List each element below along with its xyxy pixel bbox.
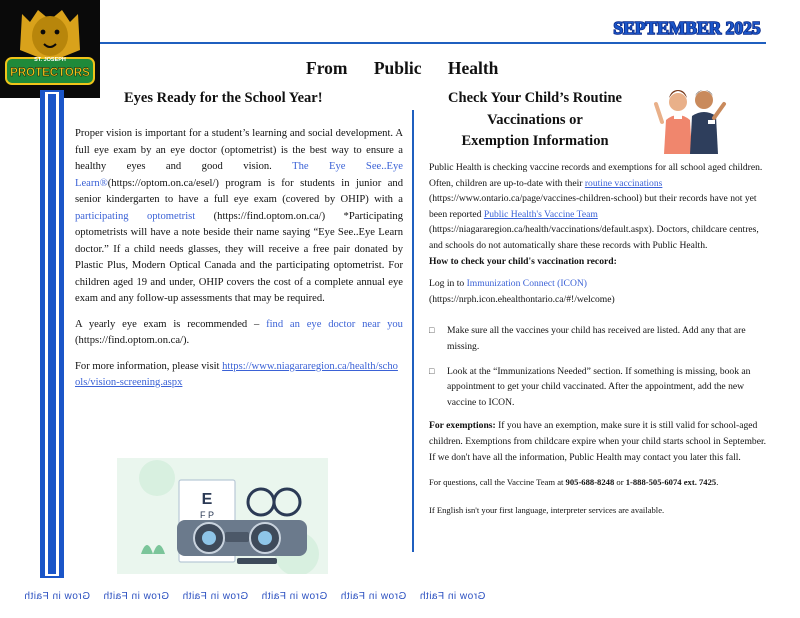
checklist-item-1-text: Make sure all the vaccines your child has received are listed. Add any that are missing. [447,325,746,352]
column-divider [412,110,414,552]
exemptions-label: For exemptions: [429,420,496,432]
vax-p1-text-b: (https://www.ontario.ca/page/vaccines-children-school) but their records have not yet been reported [429,193,757,220]
eyes-paragraph-2 [75,317,403,350]
svg-text:E: E [201,491,213,508]
phone-number-2[interactable]: 1-888-505-6074 ext. 7425 [625,477,717,488]
eyes-paragraph-3 [75,359,403,392]
icon-login-line [429,276,771,307]
vision-screening-link[interactable]: https://www.niagararegion.ca/health/schools/vision-screening.aspx [75,360,398,388]
questions-end: . [716,477,719,488]
vax-p1-text-c: (https://niagararegion.ca/health/vaccinations/default.aspx). Doctors, childcare centres, and schools do not automatically share these records with Public Health. [429,224,759,251]
checkbox-icon: □ [429,365,435,376]
footer-motto-strip [24,591,544,602]
vaccination-heading [430,88,640,153]
exemptions-text: If you have an exemption, make sure it is still valid for school-aged children. Exemptions from childcare expire when your child starts school in September. [429,420,767,447]
how-to-check-heading: How to check your child's vaccination record: [429,255,617,267]
immunization-connect-link[interactable]: Immunization Connect (ICON) [466,278,588,290]
vaccination-paragraph-1 [429,160,771,254]
eye-exam-illustration [117,458,328,574]
month-banner [598,14,776,40]
exemptions-paragraph [429,418,771,449]
left-accent-bar-core [48,94,56,574]
questions-paragraph [429,475,771,491]
page-title: From Public Health [306,58,499,78]
eyes-p2-text-b: (https://find.optom.on.ca/). [75,335,190,346]
eyes-p1-text-a: Proper vision is important for a student’s learning and social development. A full eye exam by an eye doctor (optometrist) is the best way to ensure a healthy eyes and good vision. [75,128,403,172]
participating-optometrist-link[interactable]: participating optometrist [75,210,196,222]
eyes-p3-text-a: For more information, please visit [75,360,223,372]
vax-p1-text-a: Public Health is checking vaccine records and exemptions for all school aged children. Often, children are up-to-date with their [429,162,763,189]
vaccination-heading-line-2: Vaccinations or [487,111,583,128]
logo-text: PROTECTORS [10,67,90,79]
missing-info-paragraph: If we don't have all the information, Public Health may contact you later this fall. [429,451,741,463]
checkbox-icon: □ [429,325,435,336]
eyes-article [75,126,403,401]
checklist-item-1 [429,323,771,354]
eyes-heading: Eyes Ready for the School Year! [124,90,323,106]
interpreter-note: If English isn't your first language, interpreter services are available. [429,504,665,515]
checklist-item-2-text: Look at the “Immunizations Needed” section. If something is missing, book an appointment to get your child vaccinated. After the appointment, add the new vaccine to ICON. [447,365,751,408]
eyes-p1-text-b: (https://optom.on.ca/esel/) program is for students in junior and senior kindergarten to have a full eye exam (covered by OHIP) with a [75,177,403,205]
vaccination-heading-line-1: Check Your Child’s Routine [448,90,622,106]
vaccinated-people-illustration [652,82,728,154]
footer-motto-text: Grow in Faith Grow in Faith Grow in Faith Grow in Faith Grow in Faith Grow in Faith [24,591,486,602]
eye-see-eye-learn-link[interactable]: The Eye See..Eye Learn® [75,161,403,189]
logo-top-text: ST. JOSEPH [34,57,66,63]
eyes-paragraph-1 [75,126,403,308]
icon-login-text-a: Log in to [429,278,467,290]
phone-number-1[interactable]: 905-688-8248 [565,477,615,488]
eyes-p2-text-a: A yearly eye exam is recommended – [75,318,267,330]
find-eye-doctor-link[interactable]: find an eye doctor near you [266,318,403,330]
svg-text:F P: F P [199,510,215,520]
questions-text: For questions, call the Vaccine Team at [429,477,566,488]
vaccine-team-link[interactable]: Public Health's Vaccine Team [483,208,598,220]
eyes-p1-text-c: (https://find.optom.on.ca/) *Participating optometrists will have a note beside their name saying “Eye See..Eye Learn doctor.” If a child needs glasses, they will receive a free pair donated by Plastic Plus, Modern Optical Canada and the participating optometrist. For children aged 19 and under, OHIP covers the cost of a complete annual eye exam and any follow-up assessments that may be required. [75,210,403,304]
school-logo [0,0,100,98]
top-rule [100,42,766,44]
checklist-item-2 [429,364,771,411]
month-label: SEPTEMBER 2025 [613,18,761,38]
vaccination-article [429,160,771,518]
routine-vaccinations-link[interactable]: routine vaccinations [584,177,663,189]
questions-or: or [614,477,626,488]
vaccination-heading-line-3: Exemption Information [461,133,609,149]
icon-login-text-b: (https://nrph.icon.ehealthontario.ca/#!/welcome) [429,293,615,305]
